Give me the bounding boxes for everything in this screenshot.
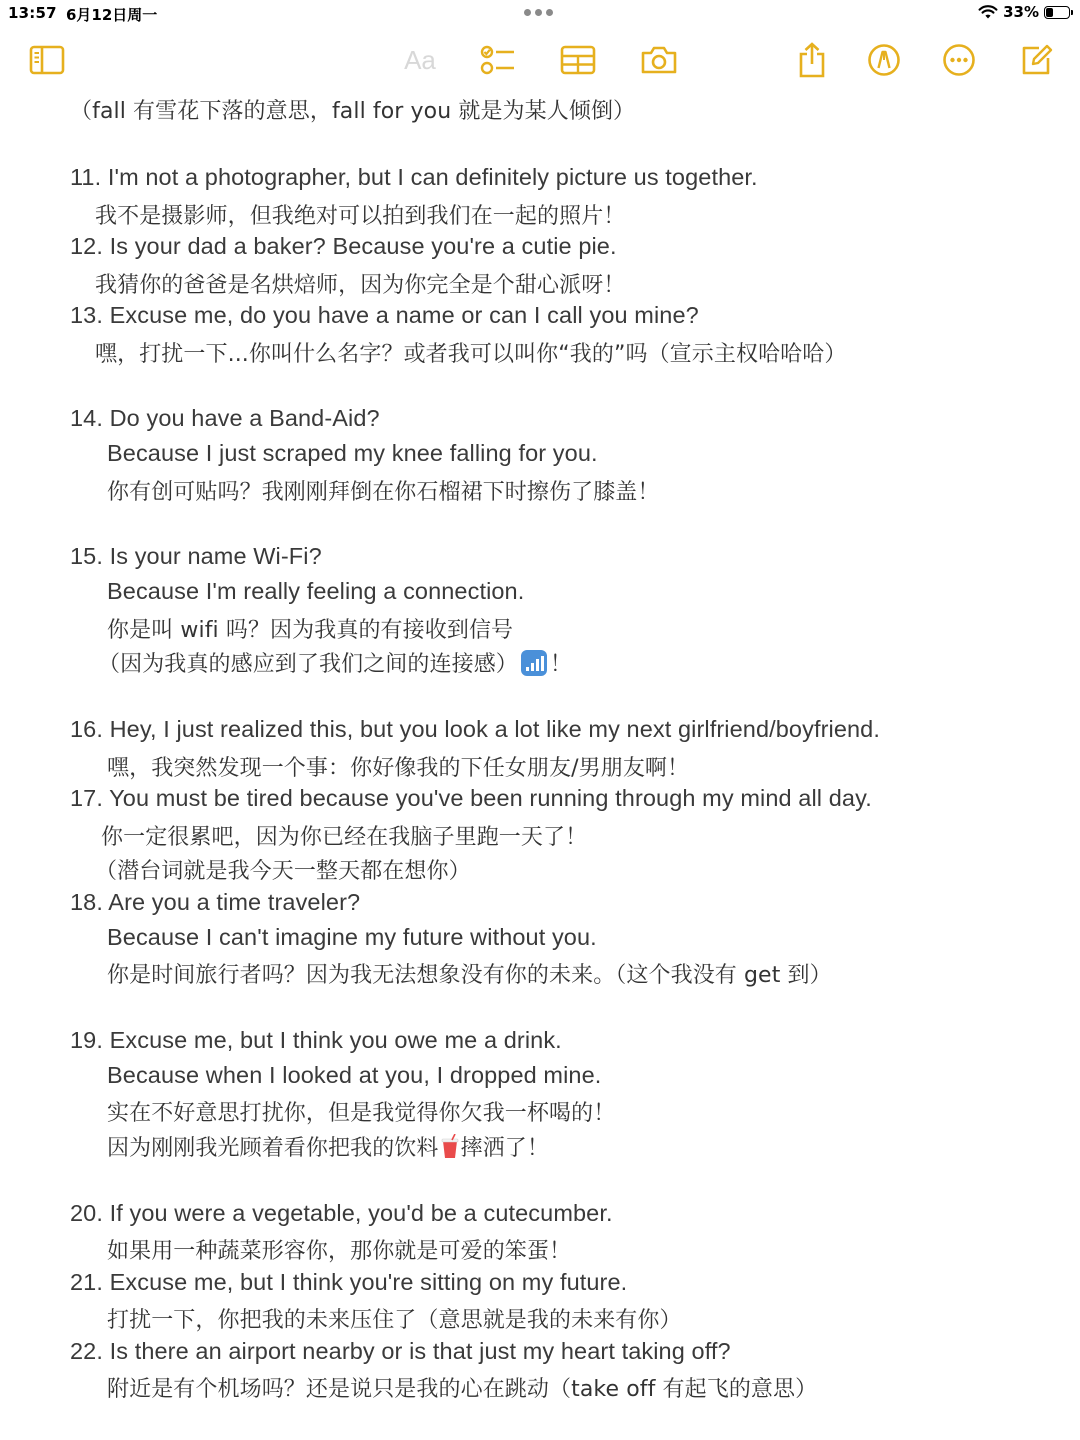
battery-fill	[1046, 8, 1053, 17]
camera-button[interactable]	[637, 38, 681, 82]
sidebar-icon	[29, 45, 65, 75]
battery-percent: 33%	[1003, 3, 1039, 21]
note-line: 18. Are you a time traveler?	[70, 889, 361, 915]
note-line: Because I just scraped my knee falling for you.	[107, 440, 598, 466]
note-line: 你有创可贴吗？我刚刚拜倒在你石榴裙下时擦伤了膝盖！	[107, 480, 660, 505]
cup-emoji	[441, 1134, 459, 1160]
battery-icon	[1044, 6, 1070, 19]
note-line: 嘿，我突然发现一个事：你好像我的下任女朋友/男朋友啊！	[107, 756, 690, 781]
format-button[interactable]	[398, 38, 442, 82]
note-line: 21. Excuse me, but I think you're sitting on my future.	[70, 1269, 628, 1295]
note-line: Because I'm really feeling a connection.	[107, 578, 525, 604]
status-right	[978, 3, 1070, 21]
signal-strength-emoji	[521, 650, 547, 676]
note-line: Because I can't imagine my future without you.	[107, 924, 597, 950]
checklist-button[interactable]	[476, 38, 520, 82]
note-line: 20. If you were a vegetable, you'd be a cutecumber.	[70, 1200, 613, 1226]
note-line: Because when I looked at you, I dropped mine.	[107, 1062, 602, 1088]
format-icon: Aa	[404, 44, 436, 75]
note-line: 16. Hey, I just realized this, but you look a lot like my next girlfriend/boyfriend.	[70, 716, 880, 742]
status-time: 13:57	[8, 4, 57, 22]
note-line: 15. Is your name Wi-Fi?	[70, 543, 322, 569]
status-bar	[0, 0, 1080, 30]
sidebar-toggle-button[interactable]	[25, 38, 69, 82]
note-line: 你是时间旅行者吗？因为我无法想象没有你的未来。（这个我没有 get 到）	[107, 963, 832, 988]
share-icon	[797, 42, 827, 78]
camera-icon	[640, 45, 678, 75]
note-line: 打扰一下，你把我的未来压住了（意思就是我的未来有你）	[107, 1308, 682, 1333]
checklist-icon	[480, 44, 516, 76]
more-icon	[942, 43, 976, 77]
note-line: （潜台词就是我今天一整天都在想你）	[95, 859, 471, 884]
status-date: 6月12日周一	[66, 6, 158, 24]
note-line: （fall 有雪花下落的意思，fall for you 就是为某人倾倒）	[70, 99, 636, 124]
note-line	[98, 647, 572, 678]
note-line-suffix: ！	[549, 652, 573, 677]
table-icon	[560, 45, 596, 75]
note-line: 如果用一种蔬菜形容你，那你就是可爱的笨蛋！	[107, 1239, 572, 1264]
note-line: 13. Excuse me, do you have a name or can I call you mine?	[70, 302, 699, 328]
note-line: 22. Is there an airport nearby or is that just my heart taking off?	[70, 1338, 731, 1364]
note-line: 14. Do you have a Band-Aid?	[70, 405, 380, 431]
markup-icon	[867, 43, 901, 77]
note-line: 我猜你的爸爸是名烘焙师，因为你完全是个甜心派呀！	[95, 273, 626, 298]
note-line-text: （因为我真的感应到了我们之间的连接感）	[98, 652, 518, 677]
table-button[interactable]	[556, 38, 600, 82]
note-line: 我不是摄影师，但我绝对可以拍到我们在一起的照片！	[95, 204, 626, 229]
note-line-text: 因为刚刚我光顾着看你把我的饮料	[107, 1136, 439, 1161]
markup-button[interactable]	[862, 38, 906, 82]
note-line: 17. You must be tired because you've been running through my mind all day.	[70, 785, 872, 811]
note-line: 附近是有个机场吗？还是说只是我的心在跳动（take off 有起飞的意思）	[107, 1377, 818, 1402]
wifi-icon	[978, 5, 998, 20]
note-line: 嘿，打扰一下...你叫什么名字？或者我可以叫你“我的”吗（宣示主权哈哈哈）	[95, 342, 847, 367]
compose-icon	[1019, 43, 1053, 77]
more-options-button[interactable]	[937, 38, 981, 82]
note-line: 12. Is your dad a baker? Because you're a cutie pie.	[70, 233, 617, 259]
notes-toolbar	[0, 38, 1080, 84]
note-line: 你是叫 wifi 吗？因为我真的有接收到信号	[107, 618, 514, 643]
note-line: 你一定很累吧，因为你已经在我脑子里跑一天了！	[101, 825, 588, 850]
compose-button[interactable]	[1014, 38, 1058, 82]
note-line-suffix: 摔洒了！	[460, 1136, 549, 1161]
note-line: 实在不好意思打扰你，但是我觉得你欠我一杯喝的！	[107, 1101, 616, 1126]
note-line: 19. Excuse me, but I think you owe me a drink.	[70, 1027, 562, 1053]
note-line	[107, 1131, 549, 1162]
note-line: 11. I'm not a photographer, but I can definitely picture us together.	[70, 164, 758, 190]
share-button[interactable]	[790, 38, 834, 82]
multitasking-dots-icon[interactable]	[524, 9, 553, 16]
